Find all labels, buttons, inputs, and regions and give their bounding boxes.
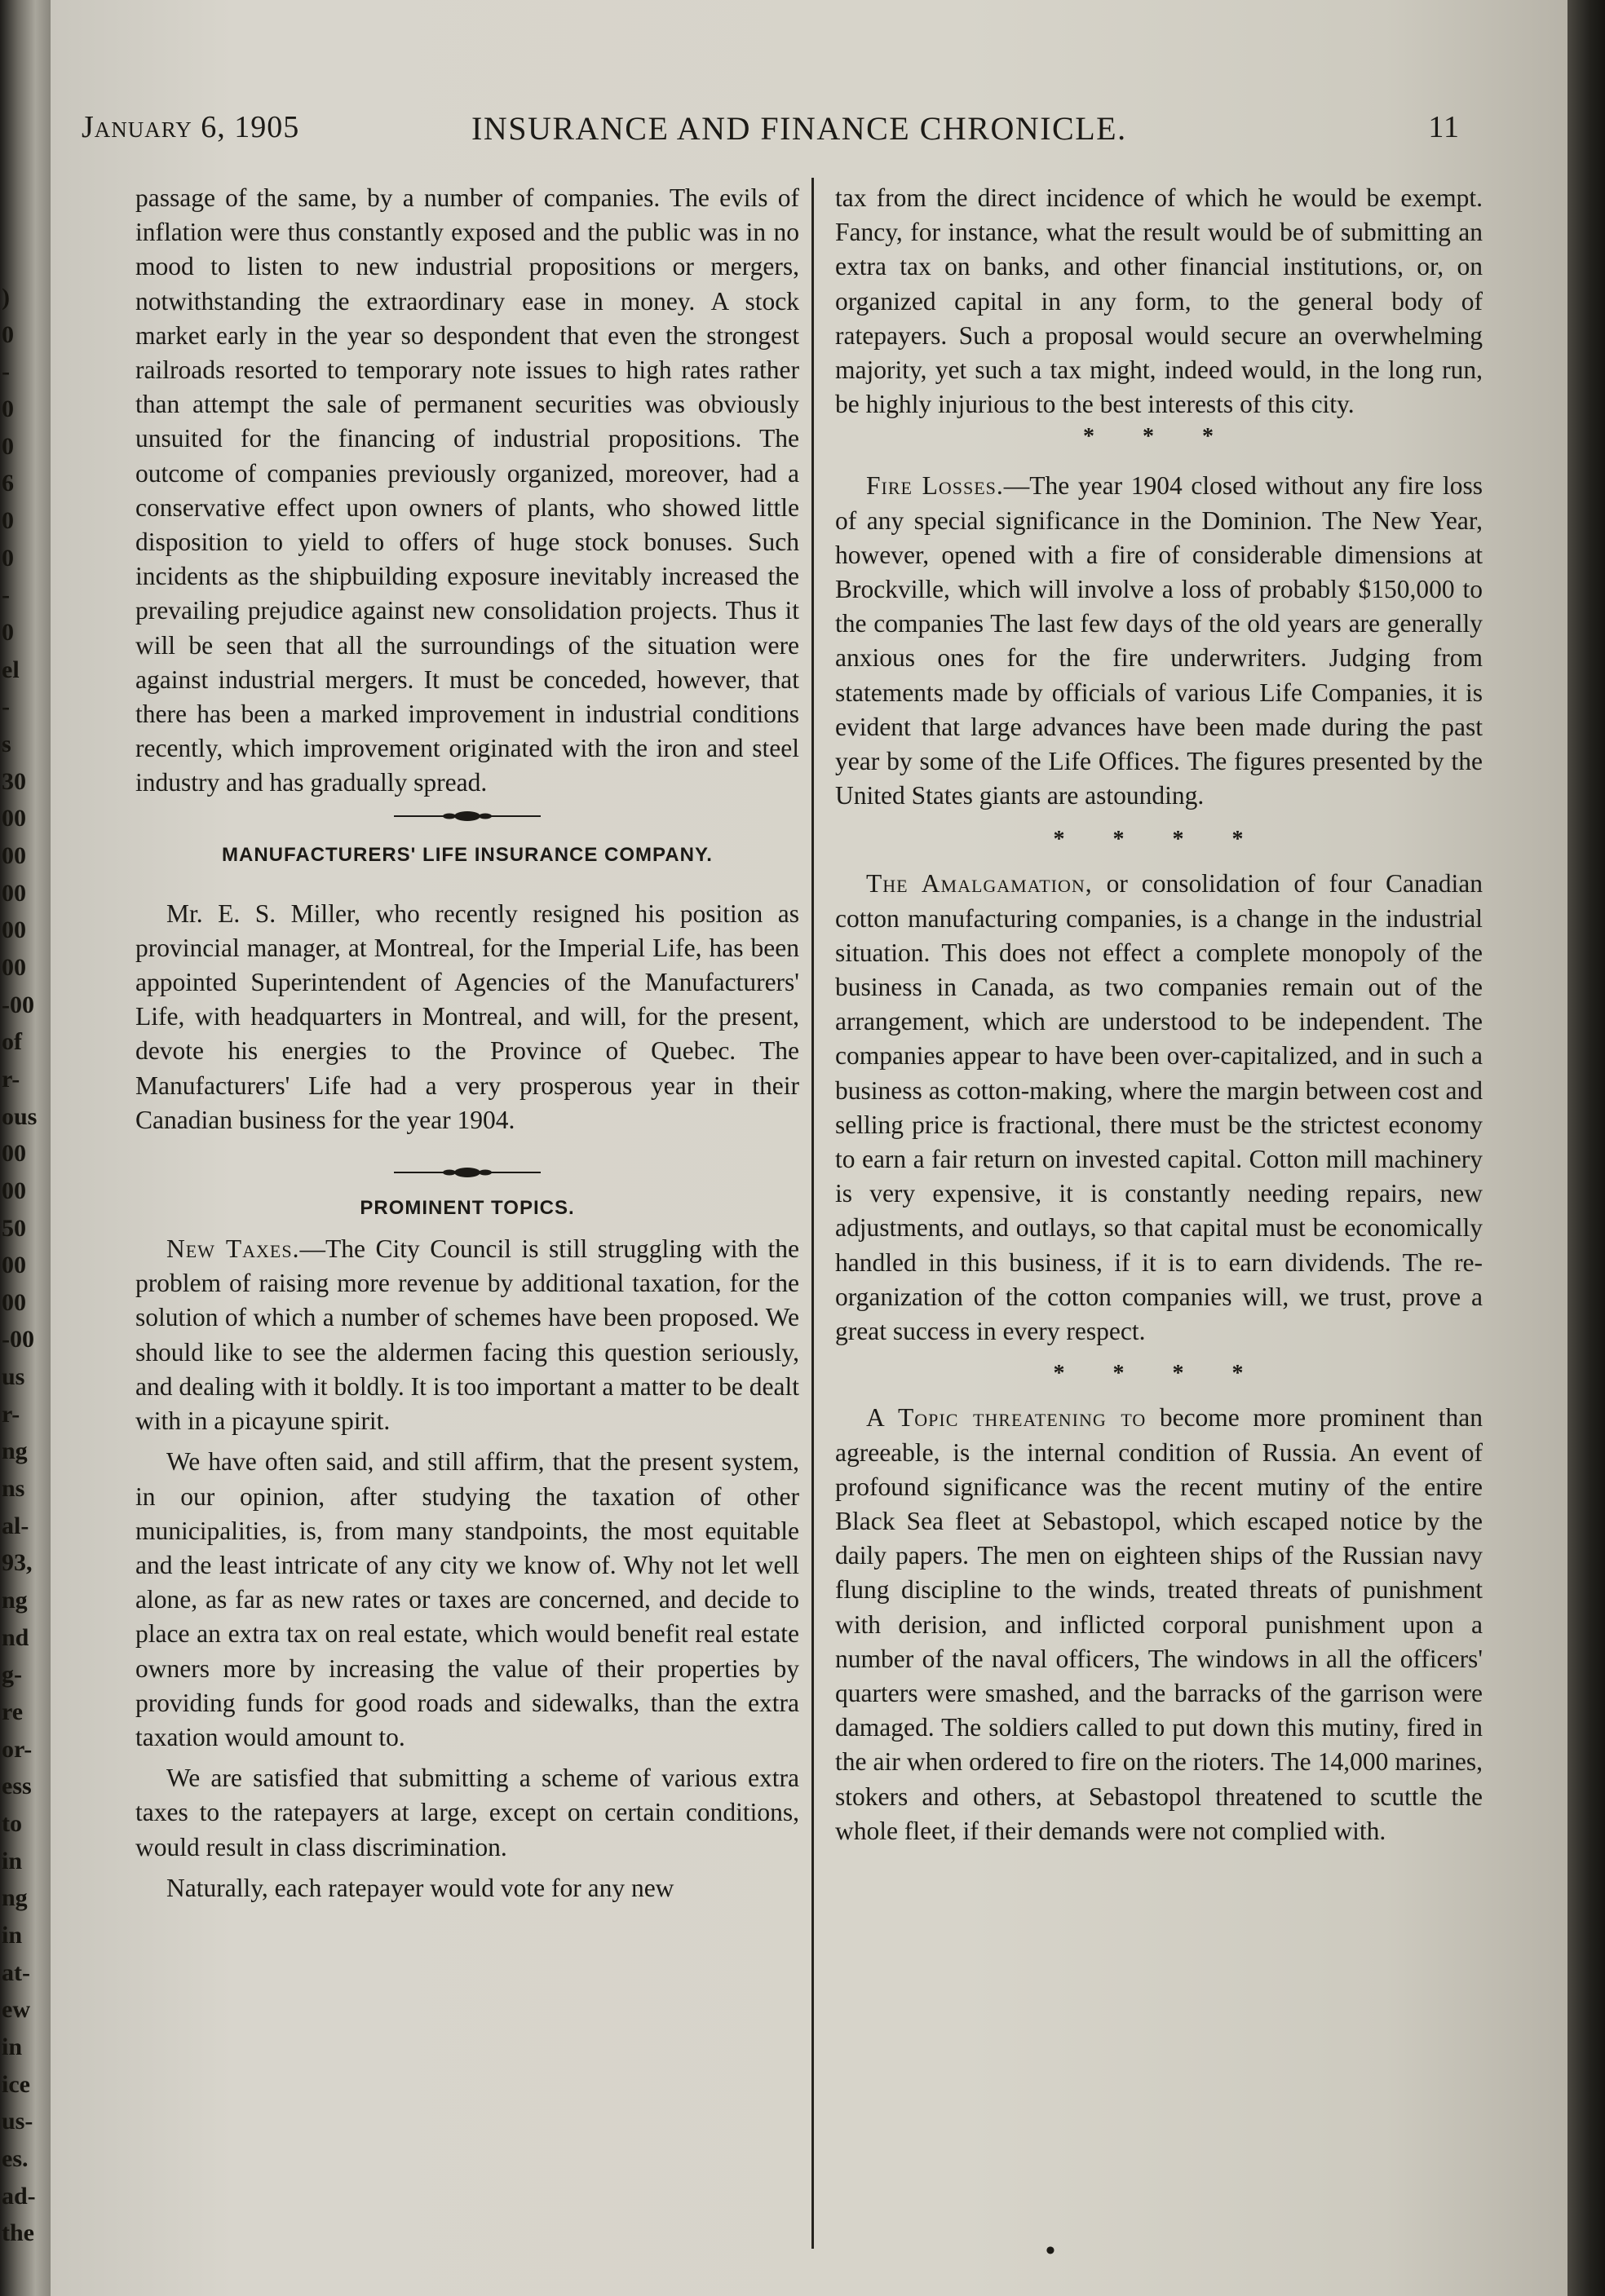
margin-fragment: g-: [2, 1661, 22, 1689]
margin-fragment: 00: [2, 879, 26, 907]
fire-losses-lead: Fire Losses.: [866, 471, 1004, 501]
fire-losses-text: —The year 1904 closed without any fire loss of any special significance in the Dominion. The New Year, however, opened with a fire of considerable dimensions at Brockville, which will involve a loss of probably $150,000 to the companies The last few days of the old years are generally anxious ones for the fire underwriters. Judging from statements made by officials of various Life Companies, it is evident that large advances have been made during the past year by some of the Life Offices. The figures presented by the United States giants are astounding.: [835, 471, 1483, 810]
margin-fragment: 00: [2, 1288, 26, 1316]
ornament-divider: [386, 806, 549, 827]
margin-fragment: 0: [2, 506, 14, 534]
margin-fragment: 0: [2, 395, 14, 422]
margin-fragment: in: [2, 1922, 23, 1949]
margin-fragment: 0: [2, 544, 14, 572]
margin-fragment: 6: [2, 470, 14, 497]
margin-fragment: 0: [2, 618, 14, 646]
fire-losses-paragraph: [835, 469, 1483, 813]
margin-fragment: 30: [2, 767, 26, 795]
naturally-paragraph: Naturally, each ratepayer would vote for any new: [166, 1873, 674, 1902]
running-header: [82, 109, 1460, 158]
margin-fragment: ng: [2, 1437, 28, 1465]
continued-paragraph: passage of the same, by a number of companies. The evils of inflation were thus constantly exposed and the public was in no mood to listen to new industrial propositions or mergers, notwithstanding the extraordinary ease in money. A stock market early in the year so despondent that even the strongest railroads resorted to temporary note issues to high rates rather than attempt the sale of permanent securities was obviously unsuited for the financing of industrial propositions. The outcome of companies previously organized, moreover, had a conservative effect upon owners of plants, who showed little disposition to yield to offers of huge stock bonuses. Such incidents as the shipbuilding exposure inevitably increased the prevailing prejudice against new consolidation projects. Thus it will be seen that all the surroundings of the situation were against industrial mergers. It must be conceded, however, that there has been a marked improvement in industrial conditions recently, which improvement originated with the iron and steel industry and has gradually spread.: [135, 183, 799, 797]
amalgamation-text: or consolidation of four Canadian cotton manufacturing companies, is a change in the industrial situation. This does not effect a complete monopoly of the business in Canada, as two companies remain out of the arrangement, which are understood to be independent. The companies appear to have been over-capitalized, and in such a business as cotton-making, where the margin between cost and selling price is fractional, there must be the strictest economy to earn a fair return on invested capital. Cotton mill machinery is very expensive, it is constantly needing repairs, new adjustments, and outlays, so that capital must be economically handled in this business, if it is to earn dividends. The re-organization of the cotton companies will, we trust, prove a great success in every respect.: [835, 869, 1483, 1346]
margin-fragment: 93,: [2, 1549, 33, 1577]
left-column: [135, 181, 799, 2236]
new-taxes-lead: New Taxes.: [166, 1234, 300, 1264]
margin-fragment: or-: [2, 1735, 33, 1763]
margin-fragment: -: [2, 693, 10, 721]
margin-fragment: in: [2, 1847, 23, 1874]
amalgamation-lead: The Amalgamation,: [866, 869, 1093, 899]
margin-fragment: es.: [2, 2145, 29, 2173]
margin-fragment: r-: [2, 1065, 20, 1093]
margin-fragment: nd: [2, 1623, 29, 1651]
footer-dot: •: [1046, 2236, 1055, 2266]
publication-title: INSURANCE AND FINANCE CHRONICLE.: [471, 110, 1127, 147]
margin-fragment: at-: [2, 1958, 30, 1986]
margin-fragment: us-: [2, 2108, 33, 2135]
margin-fragment: of: [2, 1028, 22, 1056]
margin-fragment: ess: [2, 1773, 32, 1800]
margin-fragment: ad-: [2, 2182, 36, 2210]
header-date: January 6, 1905: [82, 110, 300, 144]
new-taxes-text: —The City Council is still struggling with the problem of raising more revenue by additional taxation, for the solution of which a number of schemes have been proposed. We should like to see the aldermen facing this question seriously, and dealing with it boldly. It is too important a matter to be dealt with in a picayune spirit.: [135, 1234, 800, 1436]
page-number: 11: [1428, 110, 1460, 144]
section-heading-prominent-topics: PROMINENT TOPICS.: [360, 1197, 575, 1220]
margin-fragment: ng: [2, 1884, 28, 1912]
margin-fragment: 00: [2, 1252, 26, 1279]
margin-fragment: us: [2, 1363, 25, 1391]
margin-fragment: ng: [2, 1587, 28, 1614]
section-heading-manufacturers: MANUFACTURERS' LIFE INSURANCE COMPANY.: [222, 843, 713, 866]
margin-fragment: -00: [2, 1326, 34, 1353]
margin-fragment: the: [2, 2219, 34, 2247]
margin-fragment: ice: [2, 2070, 30, 2098]
margin-fragment: -: [2, 581, 10, 609]
ornament-divider: [386, 1162, 549, 1183]
ratepayers-paragraph: We are satisfied that submitting a scheme of various extra taxes to the ratepayers at large, except on certain conditions, would result in class discrimination.: [135, 1764, 799, 1861]
margin-fragment: 50: [2, 1214, 26, 1242]
margin-fragment: 00: [2, 841, 26, 869]
margin-fragment: el: [2, 656, 20, 683]
new-taxes-paragraph: [135, 1232, 799, 1438]
russia-lead: A Topic threatening to: [866, 1403, 1147, 1433]
right-column: [835, 181, 1483, 2236]
margin-fragment: 00: [2, 1140, 26, 1168]
section-stars: * * *: [1083, 424, 1235, 450]
margin-fragment: ous: [2, 1102, 38, 1130]
continued-paragraph: tax from the direct incidence of which he would be exempt. Fancy, for instance, what the result would be of submitting an extra tax on banks, and other financial institutions, or, on organized capital in any form, to the general body of ratepayers. Such a proposal would secure an overwhelming majority, yet such a tax might, indeed would, in the long run, be highly injurious to the best interests of this city.: [835, 183, 1483, 419]
russia-text: become more prominent than agreeable, is the internal condition of Russia. An event of profound significance was the recent mutiny of the entire Black Sea fleet at Sebastopol, which escaped notice by the daily papers. The men on eighteen ships of the Russian navy flung discipline to the winds, treated threats of punishment with derision, and inflicted corporal punishment upon a number of the naval officers, The windows in all the officers' quarters were smashed, and the barracks of the garrison were damaged. The soldiers called to put down this mutiny, fired in the air when ordered to fire on the rioters. The 14,000 marines, stokers and others, at Sebastopol threatened to scuttle the whole fleet, if their demands were not complied with.: [835, 1403, 1483, 1845]
margin-fragment: ns: [2, 1475, 25, 1503]
margin-fragment: al-: [2, 1512, 29, 1539]
taxation-paragraph: We have often said, and still affirm, that the present system, in our opinion, after studying the taxation of other municipalities, is, from many standpoints, the most equitable and the least intricate of any city we know of. Why not let well alone, as far as new rates or taxes are concerned, and decide to place an extra tax on real estate, which would benefit real estate owners more by increasing the value of their properties by providing funds for good roads and sidewalks, than the extra taxation would amount to.: [135, 1447, 799, 1751]
margin-fragment: ): [2, 284, 10, 311]
margin-fragment: s: [2, 730, 11, 757]
margin-fragment: to: [2, 1810, 22, 1838]
adjacent-page-fragments: [0, 0, 51, 2296]
manufacturers-paragraph: Mr. E. S. Miller, who recently resigned his position as provincial manager, at Montreal, for the Imperial Life, has been appointed Superintendent of Agencies of the Manufacturers' Life, with headquarters in Montreal, and will, for the present, devote his energies to the Province of Quebec. The Manufacturers' Life had a very prosperous year in their Canadian business for the year 1904.: [135, 899, 799, 1134]
margin-fragment: 00: [2, 953, 26, 981]
russia-paragraph: [835, 1401, 1483, 1848]
margin-fragment: re: [2, 1698, 24, 1726]
amalgamation-paragraph: [835, 867, 1483, 1349]
margin-fragment: 00: [2, 805, 26, 832]
binding-edge: [1567, 0, 1605, 2296]
section-stars: * * * *: [1053, 827, 1265, 853]
column-rule: [811, 178, 814, 2249]
margin-fragment: 00: [2, 916, 26, 944]
margin-fragment: 0: [2, 320, 14, 348]
margin-fragment: in: [2, 2033, 23, 2061]
margin-fragment: -: [2, 358, 10, 386]
margin-fragment: -00: [2, 991, 34, 1018]
margin-fragment: r-: [2, 1400, 20, 1428]
margin-fragment: ew: [2, 1996, 30, 2024]
margin-fragment: 0: [2, 432, 14, 460]
section-stars: * * * *: [1053, 1361, 1265, 1387]
margin-fragment: 00: [2, 1177, 26, 1204]
